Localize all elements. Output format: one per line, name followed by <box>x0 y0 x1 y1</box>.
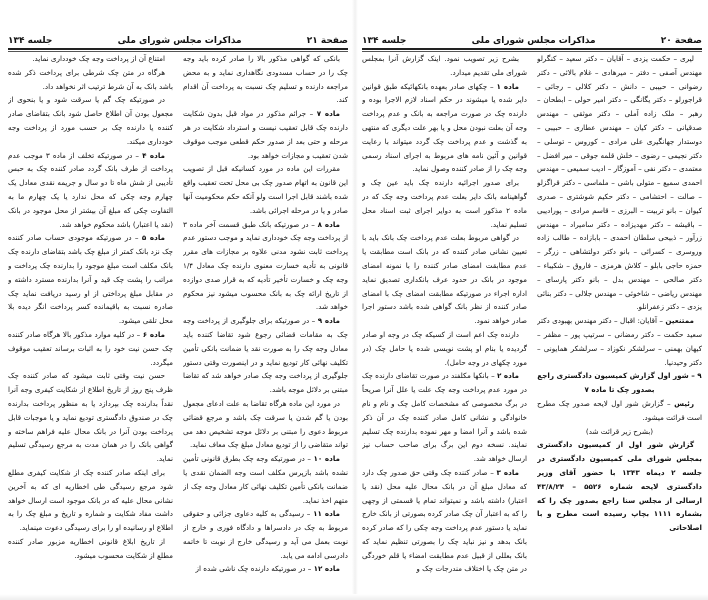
article-paragraph <box>537 314 702 369</box>
body-paragraph: در صورتیکه چک گم یا سرقت شود و یا بنحوی از مجعول بودن آن اطلاع حاصل شود بانک بتقاضای صادر کننده یا دارنده چک بر حسب مورد از پرداخت وجه خودداری میکند. <box>8 95 173 146</box>
article-label: ماده ۸ <box>317 219 340 229</box>
body-paragraph: دارنده چک اعم است از کسیکه چک در وجه او صادر گردیده یا بنام او پشت نویسی شده یا حامل چک (در مورد چکهای در وجه حامل). <box>362 329 527 367</box>
article-label: رئیس <box>674 398 694 408</box>
article-text: – رسیدگی به کلیه دعاوی جزائی و حقوقی مربوط به چک در دادسراها و دادگاه فوری و خارج از نوبت بعمل می آید و رسیدگی خارج از نوبت تا خاتمه دادرسی ادامه می یابد. <box>183 509 348 560</box>
article-text: – جرائم مذکور در مواد قبل بدون شکایت دارنده چک قابل تعقیب نیست و استرداد شکایت در هر مرحله و حتی بعد از صدور حکم قطعی موجب موقوف شدن تعقیب و مجازات خواهد بود. <box>183 109 348 160</box>
article-paragraph <box>537 397 702 425</box>
body-paragraph: برای صدور اجرائیه دارنده چک باید عین چک و گواهینامه بانک دایر بعلت عدم پرداخت وجه چک که در ماده ۲ مذکور است به دوایر اجرای ثبت اسناد محل تسلیم نماید. <box>362 178 527 229</box>
body-paragraph: هرگاه در متن چک شرطی برای پرداخت ذکر شده باشد بانک به آن شرط ترتیب اثر نخواهد داد. <box>8 67 173 91</box>
article-label: ماده ۱۰ <box>313 454 340 464</box>
running-title: مذاکرات مجلس شورای ملی <box>471 36 596 46</box>
session-number-label: جلسه ۱۳۴ <box>8 36 53 46</box>
article-label: ماده ۲ <box>497 371 519 381</box>
page-number-label: صفحة ۲۰ <box>660 36 702 46</box>
page-spine-gutter <box>352 0 358 600</box>
article-label: ماده ۷ <box>316 109 340 119</box>
article-paragraph <box>183 562 348 576</box>
article-text: – در صورتیکه بانک طبق قسمت آخر ماده ۳ از پرداخت وجه چک خودداری نماید و موجب دستور عدم پرداخت ثابت نشود مدنی علاوه بر مجازات های مقرر قانونی به تأدیه خسارت معنوی دارنده چک معادل ۱/۴ وجه چک و خسارت تأخیر تأدیه که به قرار صدی دوازده از تاریخ ارائه چک به بانک محسوب میشود نیز محکوم خواهد شد. <box>183 219 348 312</box>
right-page-column-left <box>362 52 527 600</box>
article-label: ماده ۴ <box>142 150 165 160</box>
body-paragraph: لیری – حکمت یزدی – آقایان – دکتر سعید – کنگرلو مهندس آصفی – دفتر – میرهادی – غلام بالائی – دکتر رضوانی – حبیبی – دانش – دکتر کلالی – رجائی – قراجورلو – دکتر یگانگی – دکتر امیر حولی – ابطحان – رهبر – ملک زاده آملی – دکتر موثقی – مهندس صدقیانی – دکتر کیان – مهندس عطاری – حبیبی – دوستدار جهانگیری علی مرادی – کوروس – توسلی – دکتر نجیمی – رضوی – خلش قلمه جوقی – میر افضل – معتمدی – دکتر نفی – آموزگار – ادیب سمیعی – مهندس احمدی سمیع – متولی باشی – ملماسی – دکتر قراگزلو – صالت – احتشامی – دکتر حکیم شوشتری – صدری کیوان – بانو تربیت – البرزی – قاسم مرادی – پورادیبی – باقیشه – دکتر مهدیزاده – دکتر سامیراد – مهندس زرآور – ذبیحی سلطان احمدی – بابازاده – طالب زاده وروسری – کسرائی – بانو دکتر دولتشاهی – زرگر – حمزه حاجی بابلو – کلاش هرمزی – فاروق – شکیباء – دکتر صالحی – مهندس بدل – بانو دکتر پارسای – مهندس ریاضی – شاخوئی – مهندس جلالی – دکتر بنائی یزدی – دکتر زعفرانلو. <box>537 54 702 312</box>
article-text: – بانکها مکلفند در صورت تقاضای دارنده چک در مورد عدم پرداخت وجه چک علت یا علل آنرا صریحاً در برگ مخصوصی که مشخصات کامل چک و نام و نام خانوادگی و نشانی کامل صادر کننده چک در آن ذکر شده باشد و آنرا امضا و مهر نموده بدارنده چک تسلیم نمایند. نسخه دوم این برگ برای صاحب حساب نیز ارسال خواهد شد. <box>362 371 527 464</box>
article-paragraph <box>183 218 348 315</box>
article-text: – گزارش شور اول لایحه صدور چک مطرح است قرائت میشود. <box>537 398 702 422</box>
body-paragraph: حسن نیت وقتی ثابت میشود که صادر کننده چک ظرف پنج روز از تاریخ اطلاع از شکایت کیفری وجه آنرا نقداً بدارنده چک بپردازد یا به منظور پرداخت بدارنده چک در صندوق دادگستری تودیع نماید و یا موجبات قابل پرداخت بودن آنرا در بانک محال علیه فراهم ساخته و گواهی بانک را در همان مدت به مرجع رسیدگی تسلیم نماید. <box>8 371 173 464</box>
article-paragraph <box>362 369 527 466</box>
left-page-column-right <box>183 52 348 600</box>
article-paragraph <box>362 80 527 177</box>
article-label: ماده ۱ <box>496 81 519 91</box>
body-paragraph: برای اینکه صادر کننده چک از شکایت کیفری مطلع شود مرجع رسیدگی طی اخطاریه ای که به آخرین نشانی محال علیه که در بانک موجود است ارسال خواهد داشت مفاد شکایت و شماره و تاریخ و مبلغ چک را به اطلاع او رسانیده او را برای رسیدگی دعوت مینماید. <box>8 467 173 533</box>
body-paragraph: از تاریخ ابلاغ قانونی اخطاریه مزبور صادر کننده مطلع از شکایت محسوب میشود. <box>8 536 173 560</box>
article-text: – در صورتیکه وجه چک بطرق قانونی تأمین نشده باشد بازپرس مکلف است وجه الضمان نقدی یا ضمانت بانکی تأمین تکلیف نهائی کار معادل وجه چک از متهم اخذ نماید. <box>183 454 348 505</box>
article-paragraph <box>8 231 173 328</box>
left-page-columns <box>8 52 348 600</box>
article-text: – در صورتیکه برای جلوگیری از پرداخت وجه چک به مقامات قضائی رجوع شود تقاضا کننده باید معادل وجه چک را به صورت نقد یا ضمانت بانکی تأمین تکلیف نهائی کار تودیع نماید و در اینصورت وقتی دستور جلوگیری از پرداخت وجه چک صادر خواهد شد که تقاضا مبتنی بر دلائل موجه باشد. <box>183 316 348 395</box>
article-label: ماده ۹ <box>317 316 340 326</box>
scan-bottom-edge <box>0 594 708 600</box>
article-paragraph <box>8 328 173 369</box>
centered-note: (بشرح زیر قرائت شد) <box>585 426 654 436</box>
article-text: – در کلیه موارد مذکور بالا هرگاه صادر کننده چک حسن نیت خود را به اثبات برساند تعقیب موقوف میگردد. <box>8 329 173 367</box>
right-page-header <box>362 32 702 46</box>
article-label: ماده ۱۱ <box>313 509 340 519</box>
left-page-column-left <box>8 52 173 600</box>
page-number-label: صفحة ۲۱ <box>306 36 348 46</box>
right-page-column-right <box>537 52 702 600</box>
article-text: – در صورتیکه موجودی حساب صادر کننده چک نزد بانک کمتر از مبلغ چک باشد بتقاضای دارنده چک بانک مکلف است مبلغ موجود را بدارنده چک پرداخت و مراتب را پشت چک قید و آنرا بدارنده مسترد داشته و در مقابل مبلغ پرداختی از او رسید دریافت نماید چک صادره نسبت به باقیمانده کسر پرداخت انگر دیده بلا محل تلقی میشود. <box>8 233 173 326</box>
body-paragraph: بانکی که گواهی مذکور بالا را صادر کرده باید وجه چک را در حساب مسدودی نگاهداری نماید و به محض مراجعه دارنده و تسلیم چک نسبت به پرداخت آن اقدام کند. <box>183 54 348 105</box>
body-paragraph: بشرح زیر تصویب نمود. اینک گزارش آنرا بمجلس شورای ملی تقدیم میدارد. <box>362 54 527 77</box>
article-label: ماده ۱۲ <box>313 564 340 574</box>
article-paragraph <box>8 149 173 232</box>
article-paragraph <box>183 107 348 162</box>
article-text: – در صورتیکه دارنده چک ناشی شده از <box>195 564 312 574</box>
article-paragraph <box>183 452 348 507</box>
body-paragraph: امتناع آن از پرداخت وجه چک خودداری نماید. <box>32 54 165 63</box>
right-page <box>362 0 702 600</box>
section-heading: ۹ – شور اول گزارش کمیسیون دادگستری راجع بصدور چک تا ماده ۷ <box>537 371 702 395</box>
left-page-header <box>8 32 348 46</box>
header-rule <box>8 48 348 50</box>
article-label: ماده ۶ <box>142 329 165 339</box>
article-label: ماده ۵ <box>141 233 165 243</box>
report-paragraph: گزارش شور اول از کمیسیون دادگستری بمجلس شورای ملی کمیسیون دادگستری در جلسه ۲ دیماه ۱۳۴۳ با حضور آقای وزیر دادگستری لایحه شماره ۵۵۲۶ – ۴۳/۸/۲۴ ارسالی از مجلس سنا راجع بصدور چک را که بشماره ۱۱۱۱ بچاپ رسیده است مطرح و با اصلاحاتی <box>537 440 702 533</box>
article-paragraph <box>362 466 527 576</box>
left-page <box>8 0 348 600</box>
body-paragraph: در گواهی مربوط بعلت عدم پرداخت چک بانک باید با تعیین نشانی صادر کننده که در بانک است مطابقت یا عدم مطابقت امضای صادر کننده را با نمونه امضای موجود در بانک در حدود عرف بانکداری تصدیق نماید اداره اجراء در صورتیکه مطابقت امضای چک با امضای صادر کننده از نظر بانک گواهی شده باشد دستور اجرا صادر خواهد نمود. <box>362 233 527 326</box>
body-paragraph: در مورد این ماده هرگاه تقاضا به علت ادعای مجعول بودن یا گم شدن یا سرقت چک باشد و مرجع قضائی مربوط دعوی را مبتنی بر دلائل موجه تشخیص دهد می تواند متقاضی را از تودیع معادل مبلغ چک معاف نماید. <box>183 398 348 450</box>
right-page-columns <box>362 52 702 600</box>
article-text: – صادر کننده چک وقتی حق صدور چک دارد که معادل مبلغ آن در بانک محال علیه محل (نقد یا اعتبار) داشته باشد و نمیتواند تمام یا قسمتی از وجهی را که به اعتبار آن چک صادر کرده بصورتی از بانک خارج نماید یا دستور عدم پرداخت وجه چکی را که صادر کرده بانک بدهد و نیز نباید چک را بصورتی تنظیم نماید که بانک بعللی از قبیل عدم مطابقت امضاء یا قلم خوردگی در متن چک یا اختلاف مندرجات چک و <box>362 467 527 574</box>
article-text: – در صورتیکه تخلف از ماده ۳ موجب عدم پرداخت از طرف بانک گردد صادر کننده چک به حبس تأدیبی از شش ماه تا دو سال و جریمه نقدی معادل یک چهارم وجه چکی که محل ندارد یا یک چهارم ما به التفاوت چکی که مبلغ آن بیشتر از محل موجود در بانک (نقد یا اعتبار) باشد محکوم خواهد شد. <box>8 150 173 229</box>
article-text: – آقایان: اقبال – دکتر مهندس بهبودی دکتر سعید حکمت – دکتر رمضانی – سرتیپ پور – مظفر – کیهان بهمنی – سرلشکر نکوزاد – سرلشکر همایونی – دکتر وحیدنیا. <box>537 316 702 367</box>
article-label: ممتنعین <box>665 316 694 326</box>
session-number-label: جلسه ۱۳۴ <box>362 36 407 46</box>
body-paragraph: مقررات این ماده در مورد کسانیکه قبل از تصویب این قانون به اتهام صدور چک بی محل تحت تعقیب واقع شده باشند قابل اجرا است ولو آنکه حکم محکومیت آنها صادر و یا در مرحله اجرائی باشد. <box>183 164 348 215</box>
article-paragraph <box>183 507 348 562</box>
article-label: ماده ۳ <box>496 467 519 477</box>
article-text: – چکهای صادر بعهده بانکهائیکه طبق قوانین دایر شده یا میشوند در حکم اسناد لازم الاجرا بوده و دارنده چک در صورت مراجعه به بانک و عدم پرداخت وجه آن بعلت نبودن محل و یا بهر علت دیگری که منتهی به گذشت و عدم پرداخت چک گردد میتواند با رعایت قوانین و آئین نامه های مربوط به اجرای اسناد رسمی وجه چک را از صادر کننده وصول نماید. <box>362 81 527 174</box>
article-paragraph <box>183 314 348 397</box>
header-rule <box>362 48 702 50</box>
running-title: مذاکرات مجلس شورای ملی <box>117 36 242 46</box>
